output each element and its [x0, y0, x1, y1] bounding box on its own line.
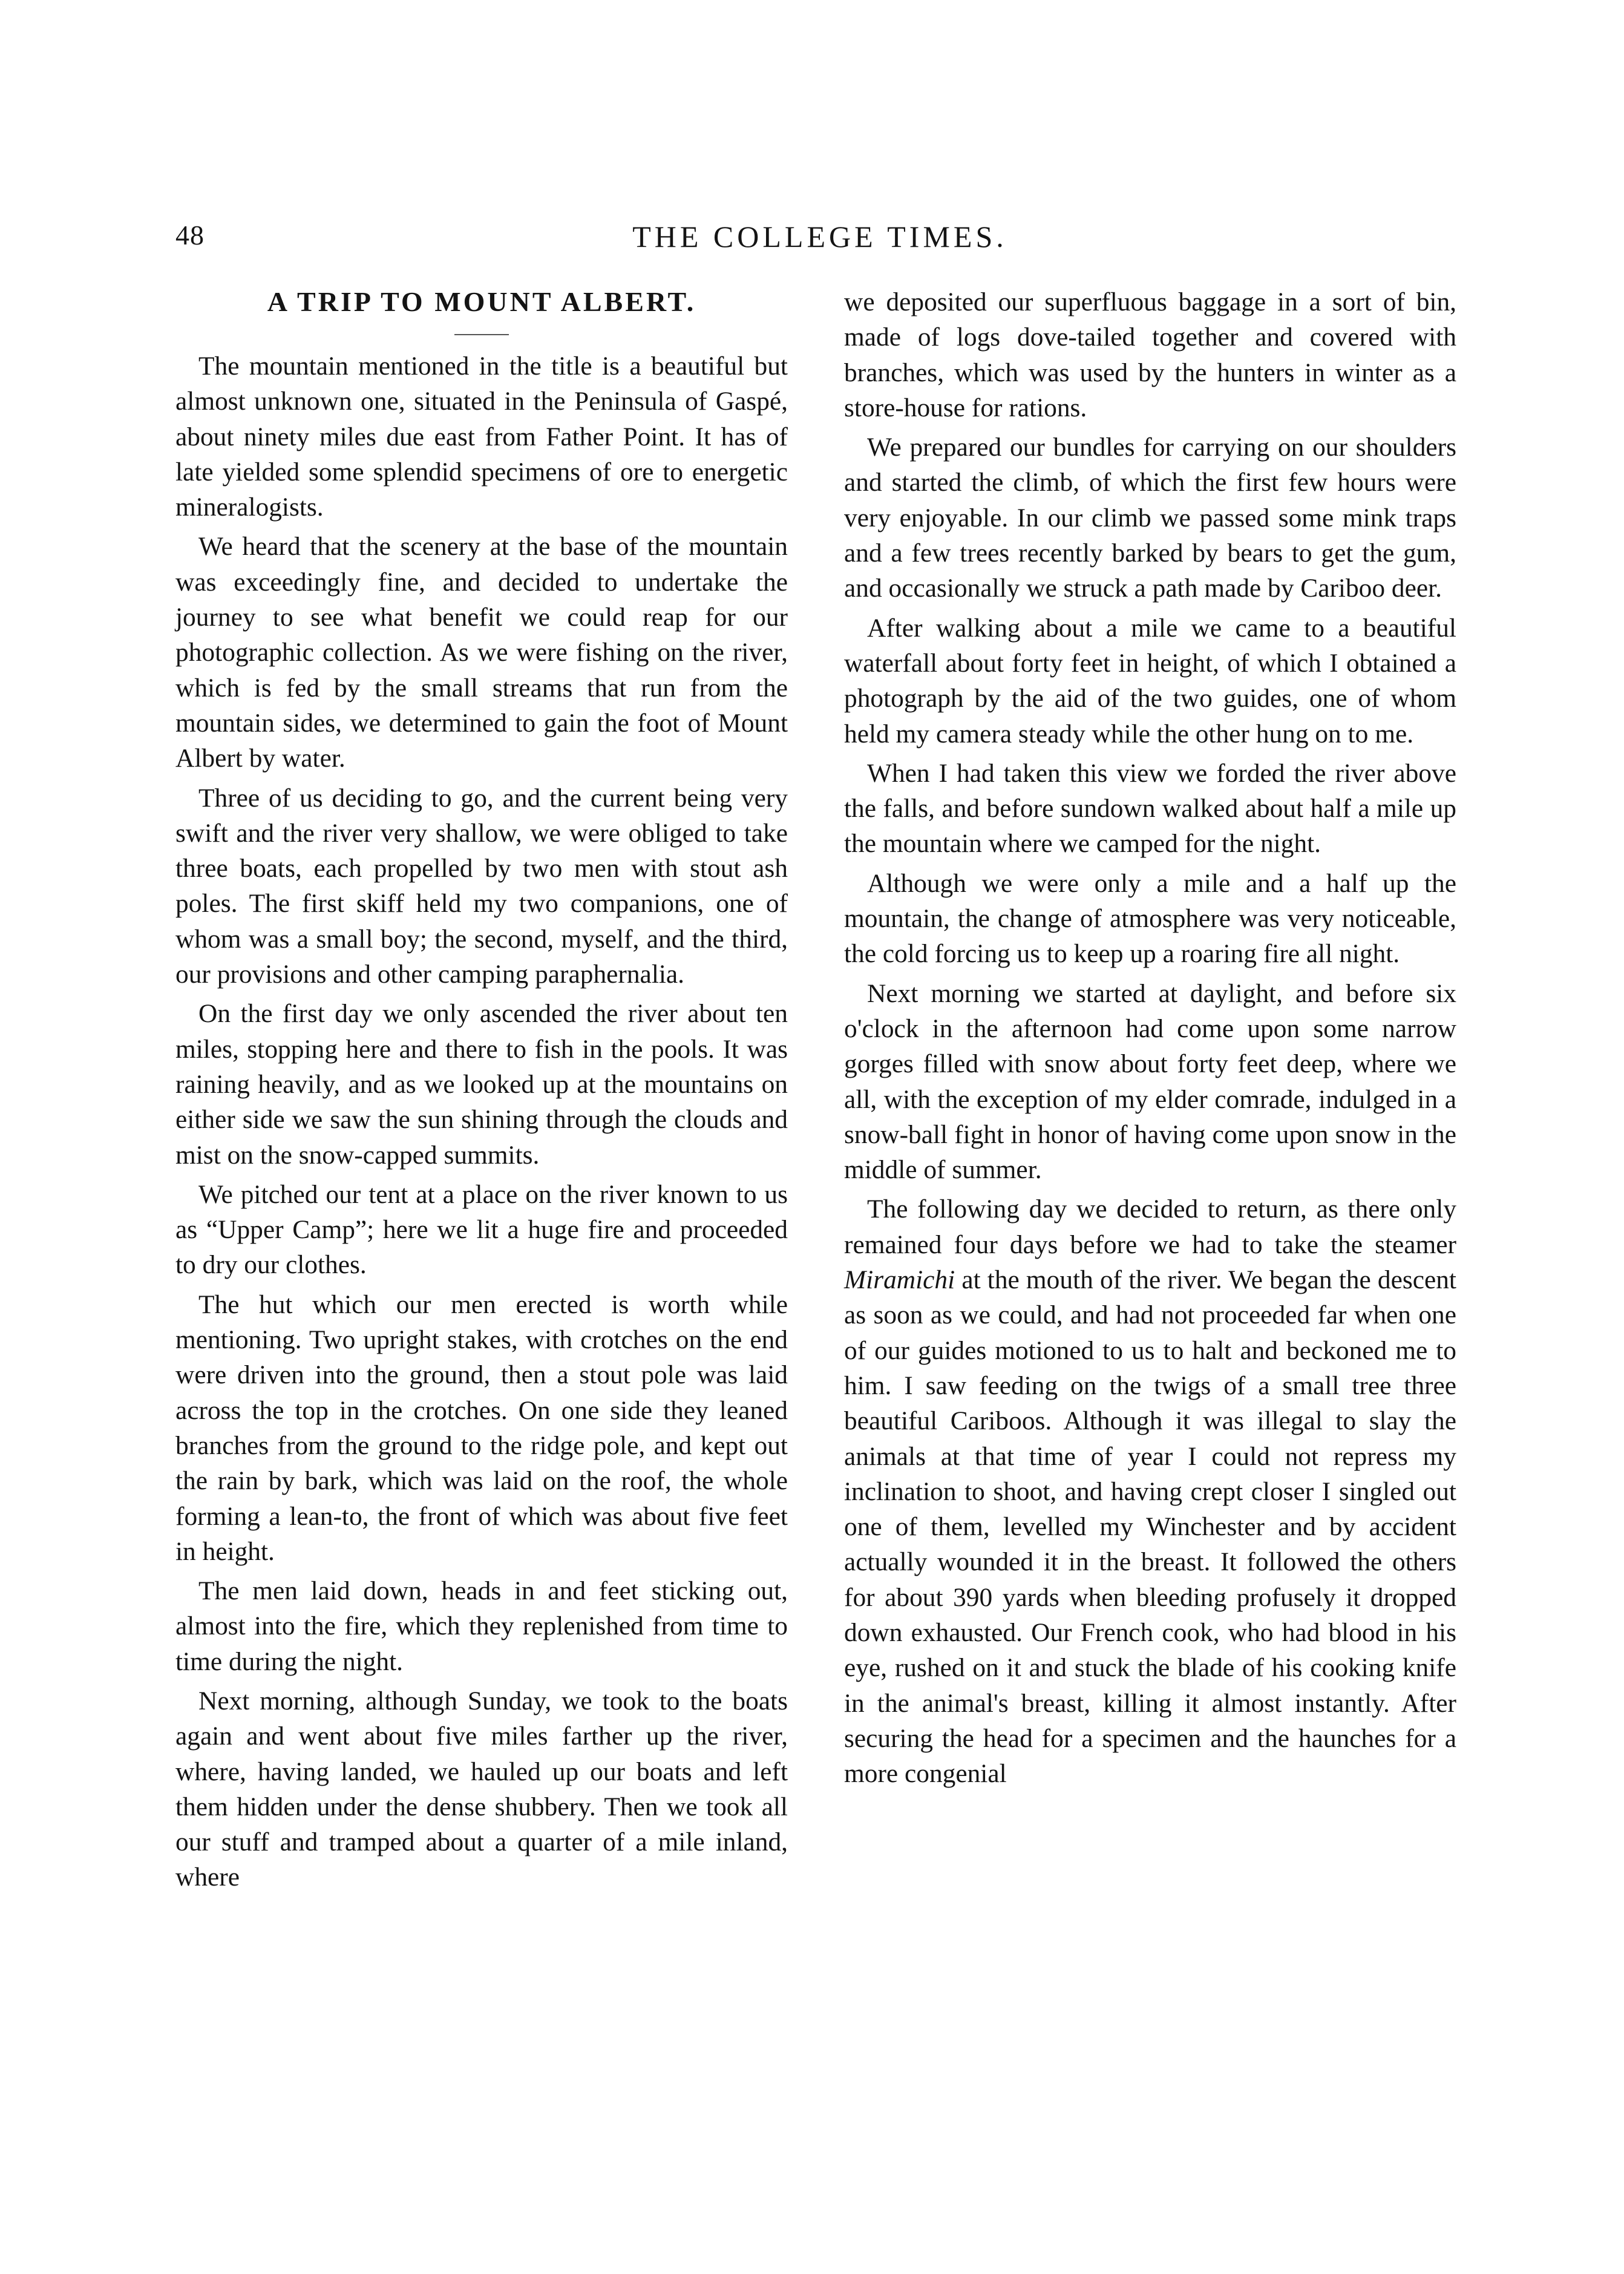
paragraph: We heard that the scenery at the base of the mountain was exceedingly fine, and decided to undertake the journey to see what benefit we could reap for our photographic collection. As we were fishing on the river, which is fed by the small streams that run from the mountain sides, we determined to gain the foot of Mount Albert by water. — [175, 532, 788, 773]
paragraph-continuation: we deposited our superfluous baggage in a sort of bin, made of logs dove-tailed together and covered with branches, which was used by the hunters in winter as a store-house for rations. — [844, 287, 1456, 422]
paragraph: The men laid down, heads in and feet sticking out, almost into the fire, which they replenished from time to time during the night. — [175, 1576, 788, 1676]
page-header — [175, 219, 1464, 261]
title-divider — [454, 334, 509, 335]
paragraph: We pitched our tent at a place on the river known to us as “Upper Camp”; here we lit a huge fire and proceeded to dry our clothes. — [175, 1179, 788, 1280]
paragraph: Next morning, although Sunday, we took to the boats again and went about five miles farther up the river, where, having landed, we hauled up our boats and left them hidden under the dense shubbery. Then we took all our stuff and tramped about a quarter of a mile inland, where — [175, 1686, 788, 1892]
paragraph: We prepared our bundles for carrying on our shoulders and started the climb, of which the first few hours were very enjoyable. In our climb we passed some mink traps and a few trees recently barked by bears to get the gum, and occasionally we struck a path made by Cariboo deer. — [844, 433, 1456, 603]
right-column — [844, 284, 1456, 1795]
paragraph: Although we were only a mile and a half up the mountain, the change of atmosphere was very noticeable, the cold forcing us to keep up a roaring fire all night. — [844, 868, 1456, 969]
paragraph: Three of us deciding to go, and the current being very swift and the river very shallow, we were obliged to take three boats, each propelled by two men with stout ash poles. The first skiff held my two companions, one of whom was a small boy; the second, myself, and the third, our provisions and other camping paraphernalia. — [175, 783, 788, 989]
paragraph: The mountain mentioned in the title is a beautiful but almost unknown one, situated in the Peninsula of Gaspé, about ninety miles due east from Father Point. It has of late yielded some splendid specimens of ore to energetic mineralogists. — [175, 352, 788, 522]
journal-title: THE COLLEGE TIMES. — [632, 220, 1007, 254]
paragraph: The hut which our men erected is worth while mentioning. Two upright stakes, with crotches on the end were driven into the ground, then a stout pole was laid across the top in the crotches. On one side they leaned branches from the ground to the ridge pole, and kept out the rain by bark, which was laid on the roof, the whole forming a lean-to, the front of which was about five feet in height. — [175, 1289, 788, 1566]
left-column — [175, 284, 788, 1899]
paragraph: When I had taken this view we forded the river above the falls, and before sundown walked about half a mile up the mountain where we camped for the night. — [844, 758, 1456, 859]
ship-name: Miramichi — [844, 1265, 955, 1295]
paragraph: On the first day we only ascended the river about ten miles, stopping here and there to fish in the pools. It was raining heavily, and as we looked up at the mountains on either side we saw the sun shining through the clouds and mist on the snow-capped summits. — [175, 999, 788, 1170]
final-paragraph-text-start: The following day we decided to return, as there only remained four days before we had to take the steamer — [844, 1194, 1456, 1259]
article-title: A TRIP TO MOUNT ALBERT. — [267, 286, 696, 317]
final-paragraph-text-end: at the mouth of the river. We began the descent as soon as we could, and had not proceeded far when one of our guides motioned to us to halt and beckoned me to him. I saw feeding on the twigs of a small tree three beautiful Cariboos. Although it was illegal to slay the animals at that time of year I could not repress my inclination to shoot, and having crept closer I singled out one of them, levelled my Winchester and by accident actually wounded it in the breast. It followed the others for about 390 yards when bleeding profusely it dropped down exhausted. Our French cook, who had blood in his eye, rushed on it and stuck the blade of his cooking knife in the animal's breast, killing it almost instantly. After securing the head for a specimen and the haunches for a more congenial — [844, 1265, 1456, 1789]
paragraph: After walking about a mile we came to a beautiful waterfall about forty feet in height, of which I obtained a photograph by the aid of the two guides, one of whom held my camera steady while the other hung on to me. — [844, 613, 1456, 749]
paragraph: Next morning we started at daylight, and before six o'clock in the afternoon had come upon some narrow gorges filled with snow about forty feet deep, where we all, with the exception of my elder comrade, indulged in a snow-ball fight in honor of having come upon snow in the middle of summer. — [844, 978, 1456, 1185]
final-paragraph — [844, 1191, 1456, 1791]
page-number: 48 — [175, 220, 205, 251]
